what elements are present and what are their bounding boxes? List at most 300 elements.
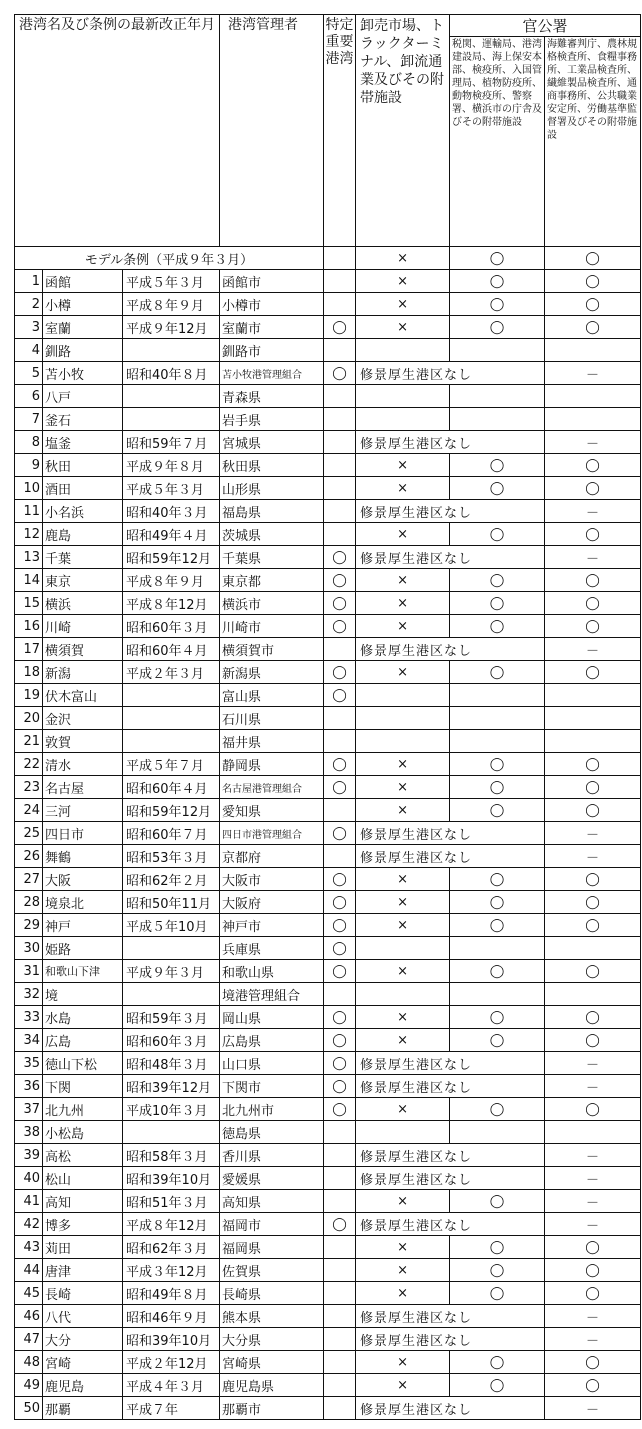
row-number: 49 <box>15 1374 43 1397</box>
market-facilities-mark <box>356 730 450 753</box>
market-facilities-mark: × <box>356 1236 450 1259</box>
model-special-key-cell <box>324 247 356 270</box>
no-landscape-welfare-district-note: 修景厚生港区なし <box>356 638 545 661</box>
port-name: 横浜 <box>43 592 123 615</box>
table-row <box>15 408 641 431</box>
market-facilities-mark: × <box>356 776 450 799</box>
table-row <box>15 799 641 822</box>
no-landscape-welfare-district-note: 修景厚生港区なし <box>356 431 545 454</box>
table-row <box>15 1190 641 1213</box>
ordinance-date: 平成８年９月 <box>123 569 220 592</box>
ordinance-date: 昭和60年４月 <box>123 638 220 661</box>
port-manager: 広島県 <box>220 1029 324 1052</box>
ordinance-date: 平成２年３月 <box>123 661 220 684</box>
no-landscape-welfare-district-note: 修景厚生港区なし <box>356 1052 545 1075</box>
port-name: 釧路 <box>43 339 123 362</box>
special-key-port-mark <box>324 454 356 477</box>
port-manager: 秋田県 <box>220 454 324 477</box>
special-key-port-mark: ◯ <box>324 1098 356 1121</box>
special-key-port-mark <box>324 638 356 661</box>
port-name: 函館 <box>43 270 123 293</box>
table-row <box>15 1144 641 1167</box>
special-key-port-mark <box>324 799 356 822</box>
gov-offices-group2-mark: ◯ <box>545 661 641 684</box>
market-facilities-mark: × <box>356 960 450 983</box>
special-key-port-mark <box>324 1305 356 1328</box>
port-manager: 静岡県 <box>220 753 324 776</box>
market-facilities-mark <box>356 339 450 362</box>
gov-offices-group2-mark: － <box>545 500 641 523</box>
gov-offices-group2-mark: － <box>545 362 641 385</box>
special-key-port-mark: ◯ <box>324 546 356 569</box>
row-number: 45 <box>15 1282 43 1305</box>
ordinance-date: 平成７年 <box>123 1397 220 1420</box>
row-number: 1 <box>15 270 43 293</box>
row-number: 19 <box>15 684 43 707</box>
port-manager: 福井県 <box>220 730 324 753</box>
gov-offices-group2-mark: － <box>545 1328 641 1351</box>
port-manager: 山口県 <box>220 1052 324 1075</box>
special-key-port-mark <box>324 1351 356 1374</box>
gov-offices-group2-mark: ◯ <box>545 270 641 293</box>
port-manager: 愛媛県 <box>220 1167 324 1190</box>
port-name: 博多 <box>43 1213 123 1236</box>
port-manager: 室蘭市 <box>220 316 324 339</box>
row-number: 10 <box>15 477 43 500</box>
market-facilities-mark <box>356 937 450 960</box>
table-row <box>15 339 641 362</box>
special-key-port-mark <box>324 1190 356 1213</box>
ordinance-date: 昭和49年４月 <box>123 523 220 546</box>
ordinance-date: 平成８年９月 <box>123 293 220 316</box>
special-key-port-mark <box>324 339 356 362</box>
special-key-port-mark <box>324 1236 356 1259</box>
no-landscape-welfare-district-note: 修景厚生港区なし <box>356 1167 545 1190</box>
gov-offices-group2-mark: ◯ <box>545 477 641 500</box>
row-number: 18 <box>15 661 43 684</box>
special-key-port-mark: ◯ <box>324 753 356 776</box>
ordinance-date <box>123 1121 220 1144</box>
table-row <box>15 1282 641 1305</box>
gov-offices-group2-mark: ◯ <box>545 523 641 546</box>
gov-offices-group2-mark: － <box>545 1167 641 1190</box>
table-row <box>15 1328 641 1351</box>
market-facilities-mark: × <box>356 477 450 500</box>
ordinance-date: 昭和50年11月 <box>123 891 220 914</box>
row-number: 47 <box>15 1328 43 1351</box>
table-row <box>15 776 641 799</box>
port-manager: 長崎県 <box>220 1282 324 1305</box>
row-number: 36 <box>15 1075 43 1098</box>
row-number: 12 <box>15 523 43 546</box>
port-name: 徳山下松 <box>43 1052 123 1075</box>
market-facilities-mark: × <box>356 293 450 316</box>
model-gov1-cell: ◯ <box>450 247 545 270</box>
gov-offices-group2-mark <box>545 684 641 707</box>
header-government-offices-group2: 海難審判庁、農林規格検査所、食糧事務所、工業品検査所、繊維製品検査所、通商事務所、公共職業安定所、労働基準監督署及びその附帯施設 <box>545 37 641 247</box>
row-number: 38 <box>15 1121 43 1144</box>
port-name: 清水 <box>43 753 123 776</box>
gov-offices-group2-mark: － <box>545 546 641 569</box>
gov-offices-group2-mark <box>545 983 641 1006</box>
table-row <box>15 707 641 730</box>
gov-offices-group2-mark: ◯ <box>545 615 641 638</box>
table-row <box>15 385 641 408</box>
port-manager: 和歌山県 <box>220 960 324 983</box>
special-key-port-mark <box>324 1144 356 1167</box>
port-manager: 千葉県 <box>220 546 324 569</box>
row-number: 35 <box>15 1052 43 1075</box>
ordinance-date: 平成４年３月 <box>123 1374 220 1397</box>
no-landscape-welfare-district-note: 修景厚生港区なし <box>356 822 545 845</box>
special-key-port-mark <box>324 270 356 293</box>
special-key-port-mark <box>324 408 356 431</box>
row-number: 2 <box>15 293 43 316</box>
gov-offices-group1-mark <box>450 937 545 960</box>
row-number: 20 <box>15 707 43 730</box>
ordinance-date: 昭和59年３月 <box>123 1006 220 1029</box>
port-name: 室蘭 <box>43 316 123 339</box>
market-facilities-mark <box>356 684 450 707</box>
port-manager: 境港管理組合 <box>220 983 324 1006</box>
market-facilities-mark: × <box>356 316 450 339</box>
header-market-facilities: 卸売市場、トラックターミナル、卸流通業及びその附帯施設 <box>356 15 450 247</box>
row-number: 16 <box>15 615 43 638</box>
market-facilities-mark: × <box>356 1374 450 1397</box>
row-number: 39 <box>15 1144 43 1167</box>
gov-offices-group1-mark: ◯ <box>450 1259 545 1282</box>
port-name: 境 <box>43 983 123 1006</box>
gov-offices-group1-mark: ◯ <box>450 592 545 615</box>
port-name: 東京 <box>43 569 123 592</box>
special-key-port-mark: ◯ <box>324 822 356 845</box>
market-facilities-mark: × <box>356 270 450 293</box>
row-number: 22 <box>15 753 43 776</box>
row-number: 30 <box>15 937 43 960</box>
gov-offices-group1-mark: ◯ <box>450 960 545 983</box>
market-facilities-mark: × <box>356 523 450 546</box>
row-number: 6 <box>15 385 43 408</box>
port-name: 下関 <box>43 1075 123 1098</box>
no-landscape-welfare-district-note: 修景厚生港区なし <box>356 1305 545 1328</box>
table-row <box>15 1236 641 1259</box>
row-number: 23 <box>15 776 43 799</box>
gov-offices-group1-mark: ◯ <box>450 661 545 684</box>
market-facilities-mark <box>356 983 450 1006</box>
ordinance-date <box>123 983 220 1006</box>
gov-offices-group1-mark: ◯ <box>450 914 545 937</box>
row-number: 21 <box>15 730 43 753</box>
port-manager: 新潟県 <box>220 661 324 684</box>
port-name: 苫小牧 <box>43 362 123 385</box>
ordinance-date: 平成５年10月 <box>123 914 220 937</box>
gov-offices-group1-mark: ◯ <box>450 1190 545 1213</box>
table-row <box>15 1305 641 1328</box>
port-name: 八戸 <box>43 385 123 408</box>
gov-offices-group2-mark: － <box>545 822 641 845</box>
market-facilities-mark: × <box>356 592 450 615</box>
table-row <box>15 546 641 569</box>
special-key-port-mark <box>324 431 356 454</box>
gov-offices-group2-mark <box>545 385 641 408</box>
port-name: 神戸 <box>43 914 123 937</box>
ordinance-date: 昭和39年10月 <box>123 1328 220 1351</box>
ordinance-date: 昭和51年３月 <box>123 1190 220 1213</box>
row-number: 43 <box>15 1236 43 1259</box>
gov-offices-group1-mark: ◯ <box>450 477 545 500</box>
market-facilities-mark: × <box>356 454 450 477</box>
gov-offices-group2-mark: ◯ <box>545 1006 641 1029</box>
ordinance-date: 昭和49年８月 <box>123 1282 220 1305</box>
port-name: 長崎 <box>43 1282 123 1305</box>
special-key-port-mark: ◯ <box>324 891 356 914</box>
market-facilities-mark: × <box>356 1351 450 1374</box>
row-number: 15 <box>15 592 43 615</box>
port-name: 宮崎 <box>43 1351 123 1374</box>
port-manager: 那覇市 <box>220 1397 324 1420</box>
special-key-port-mark <box>324 730 356 753</box>
table-row <box>15 868 641 891</box>
market-facilities-mark: × <box>356 914 450 937</box>
port-manager: 大阪府 <box>220 891 324 914</box>
table-row <box>15 845 641 868</box>
port-manager: 徳島県 <box>220 1121 324 1144</box>
header-manager: 港湾管理者 <box>220 15 324 247</box>
port-name: 姫路 <box>43 937 123 960</box>
special-key-port-mark: ◯ <box>324 592 356 615</box>
gov-offices-group2-mark: － <box>545 431 641 454</box>
gov-offices-group2-mark <box>545 707 641 730</box>
port-name: 鹿児島 <box>43 1374 123 1397</box>
header-special-key-port: 特定重要港湾 <box>324 15 356 247</box>
ordinance-date: 平成５年３月 <box>123 477 220 500</box>
port-name: 那覇 <box>43 1397 123 1420</box>
special-key-port-mark: ◯ <box>324 1213 356 1236</box>
gov-offices-group1-mark: ◯ <box>450 1374 545 1397</box>
gov-offices-group1-mark: ◯ <box>450 1351 545 1374</box>
gov-offices-group1-mark: ◯ <box>450 753 545 776</box>
row-number: 31 <box>15 960 43 983</box>
port-name: 八代 <box>43 1305 123 1328</box>
special-key-port-mark <box>324 1121 356 1144</box>
port-manager: 高知県 <box>220 1190 324 1213</box>
ordinance-date: 平成５年７月 <box>123 753 220 776</box>
table-row <box>15 477 641 500</box>
gov-offices-group1-mark: ◯ <box>450 293 545 316</box>
ordinance-date: 昭和58年３月 <box>123 1144 220 1167</box>
port-name: 境泉北 <box>43 891 123 914</box>
row-number: 9 <box>15 454 43 477</box>
ordinance-date <box>123 730 220 753</box>
ordinance-date: 昭和60年４月 <box>123 776 220 799</box>
table-row <box>15 937 641 960</box>
gov-offices-group1-mark <box>450 339 545 362</box>
port-manager: 京都府 <box>220 845 324 868</box>
row-number: 13 <box>15 546 43 569</box>
port-name: 唐津 <box>43 1259 123 1282</box>
port-manager: 函館市 <box>220 270 324 293</box>
port-name: 秋田 <box>43 454 123 477</box>
port-name: 大分 <box>43 1328 123 1351</box>
special-key-port-mark: ◯ <box>324 316 356 339</box>
port-name: 北九州 <box>43 1098 123 1121</box>
table-row <box>15 293 641 316</box>
port-manager: 下関市 <box>220 1075 324 1098</box>
gov-offices-group1-mark: ◯ <box>450 1282 545 1305</box>
model-market-cell: × <box>356 247 450 270</box>
special-key-port-mark <box>324 500 356 523</box>
port-name: 千葉 <box>43 546 123 569</box>
port-manager: 苫小牧港管理組合 <box>220 362 324 385</box>
table-row <box>15 615 641 638</box>
ordinance-date: 昭和39年10月 <box>123 1167 220 1190</box>
market-facilities-mark: × <box>356 868 450 891</box>
row-number: 41 <box>15 1190 43 1213</box>
gov-offices-group2-mark <box>545 730 641 753</box>
table-row <box>15 661 641 684</box>
table-row <box>15 753 641 776</box>
port-name: 松山 <box>43 1167 123 1190</box>
no-landscape-welfare-district-note: 修景厚生港区なし <box>356 500 545 523</box>
port-manager: 宮城県 <box>220 431 324 454</box>
ordinance-date: 昭和60年７月 <box>123 822 220 845</box>
row-number: 48 <box>15 1351 43 1374</box>
port-name: 小松島 <box>43 1121 123 1144</box>
special-key-port-mark <box>324 1397 356 1420</box>
row-number: 17 <box>15 638 43 661</box>
special-key-port-mark <box>324 1259 356 1282</box>
gov-offices-group2-mark: ◯ <box>545 454 641 477</box>
special-key-port-mark: ◯ <box>324 1029 356 1052</box>
port-manager: 神戸市 <box>220 914 324 937</box>
ordinance-date <box>123 408 220 431</box>
table-row <box>15 822 641 845</box>
row-number: 5 <box>15 362 43 385</box>
ordinance-date: 平成９年８月 <box>123 454 220 477</box>
port-name: 伏木富山 <box>43 684 123 707</box>
special-key-port-mark <box>324 477 356 500</box>
gov-offices-group2-mark <box>545 339 641 362</box>
market-facilities-mark: × <box>356 1282 450 1305</box>
row-number: 40 <box>15 1167 43 1190</box>
no-landscape-welfare-district-note: 修景厚生港区なし <box>356 1328 545 1351</box>
gov-offices-group1-mark: ◯ <box>450 270 545 293</box>
special-key-port-mark <box>324 293 356 316</box>
port-manager: 福岡市 <box>220 1213 324 1236</box>
port-name: 酒田 <box>43 477 123 500</box>
table-row <box>15 983 641 1006</box>
gov-offices-group1-mark: ◯ <box>450 776 545 799</box>
special-key-port-mark <box>324 707 356 730</box>
table-row <box>15 316 641 339</box>
header-government-offices: 官公署 <box>450 15 641 37</box>
table-row <box>15 1351 641 1374</box>
special-key-port-mark: ◯ <box>324 684 356 707</box>
row-number: 46 <box>15 1305 43 1328</box>
table-row <box>15 569 641 592</box>
port-name: 新潟 <box>43 661 123 684</box>
gov-offices-group1-mark <box>450 1121 545 1144</box>
gov-offices-group2-mark: ◯ <box>545 1282 641 1305</box>
special-key-port-mark: ◯ <box>324 1052 356 1075</box>
gov-offices-group2-mark: ◯ <box>545 776 641 799</box>
model-gov2-cell: ◯ <box>545 247 641 270</box>
special-key-port-mark: ◯ <box>324 661 356 684</box>
market-facilities-mark: × <box>356 1259 450 1282</box>
market-facilities-mark: × <box>356 1190 450 1213</box>
row-number: 50 <box>15 1397 43 1420</box>
special-key-port-mark: ◯ <box>324 1075 356 1098</box>
gov-offices-group2-mark <box>545 1121 641 1144</box>
table-row <box>15 523 641 546</box>
table-row <box>15 1374 641 1397</box>
no-landscape-welfare-district-note: 修景厚生港区なし <box>356 1397 545 1420</box>
table-row <box>15 638 641 661</box>
port-manager: 岡山県 <box>220 1006 324 1029</box>
port-manager: 茨城県 <box>220 523 324 546</box>
port-manager: 小樽市 <box>220 293 324 316</box>
gov-offices-group2-mark: ◯ <box>545 753 641 776</box>
table-row <box>15 1397 641 1420</box>
port-name: 水島 <box>43 1006 123 1029</box>
row-number: 29 <box>15 914 43 937</box>
port-manager: 大阪市 <box>220 868 324 891</box>
table-row <box>15 1052 641 1075</box>
ordinance-date: 平成５年３月 <box>123 270 220 293</box>
port-manager: 東京都 <box>220 569 324 592</box>
ordinance-date: 昭和62年３月 <box>123 1236 220 1259</box>
gov-offices-group2-mark <box>545 937 641 960</box>
gov-offices-group2-mark: － <box>545 1052 641 1075</box>
port-manager: 宮崎県 <box>220 1351 324 1374</box>
ordinance-date: 昭和59年12月 <box>123 799 220 822</box>
port-manager: 横須賀市 <box>220 638 324 661</box>
special-key-port-mark: ◯ <box>324 937 356 960</box>
row-number: 25 <box>15 822 43 845</box>
market-facilities-mark: × <box>356 753 450 776</box>
gov-offices-group1-mark <box>450 684 545 707</box>
special-key-port-mark: ◯ <box>324 776 356 799</box>
table-row <box>15 1006 641 1029</box>
special-key-port-mark <box>324 1282 356 1305</box>
gov-offices-group2-mark: － <box>545 1305 641 1328</box>
port-name: 四日市 <box>43 822 123 845</box>
port-name: 小樽 <box>43 293 123 316</box>
table-row <box>15 1075 641 1098</box>
port-manager: 大分県 <box>220 1328 324 1351</box>
gov-offices-group1-mark <box>450 408 545 431</box>
ordinance-date: 昭和59年７月 <box>123 431 220 454</box>
ordinance-date: 平成３年12月 <box>123 1259 220 1282</box>
gov-offices-group2-mark: － <box>545 1397 641 1420</box>
row-number: 8 <box>15 431 43 454</box>
port-name: 高松 <box>43 1144 123 1167</box>
ordinance-date: 昭和53年３月 <box>123 845 220 868</box>
table-row <box>15 1213 641 1236</box>
no-landscape-welfare-district-note: 修景厚生港区なし <box>356 1075 545 1098</box>
gov-offices-group2-mark: － <box>545 1213 641 1236</box>
ordinance-date: 昭和62年２月 <box>123 868 220 891</box>
market-facilities-mark: × <box>356 1098 450 1121</box>
port-manager: 福島県 <box>220 500 324 523</box>
port-manager: 山形県 <box>220 477 324 500</box>
model-ordinance-label: モデル条例（平成９年３月） <box>15 247 324 270</box>
special-key-port-mark: ◯ <box>324 914 356 937</box>
gov-offices-group1-mark <box>450 730 545 753</box>
port-manager: 北九州市 <box>220 1098 324 1121</box>
table-row <box>15 431 641 454</box>
gov-offices-group1-mark: ◯ <box>450 1236 545 1259</box>
